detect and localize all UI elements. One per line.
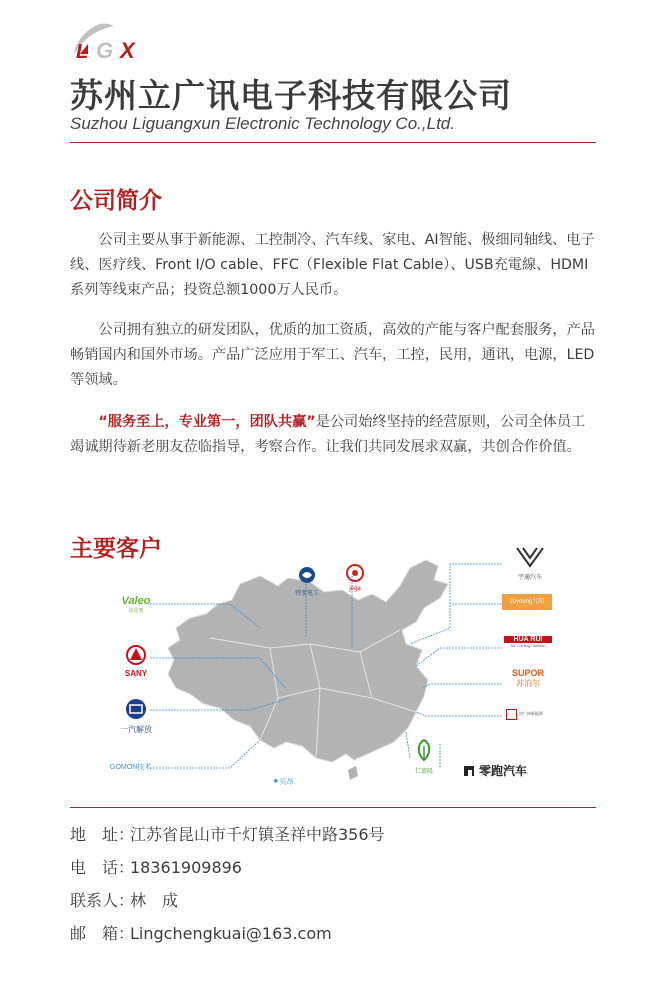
intro-paragraph-3 bbox=[70, 410, 596, 460]
intro-paragraph-1: 公司主要从事于新能源、工控制冷、汽车线、家电、AI智能、极细同轴线、电子线、医疗线、Front I/O cable、FFC（Flexible Flat Cable）、USB充電線、HDMI系列等线束产品；投资总额1000万人民币。 bbox=[70, 232, 595, 298]
phone-label: 电 话： bbox=[70, 858, 135, 877]
yutong-icon bbox=[515, 546, 545, 568]
tbea-icon bbox=[298, 566, 316, 584]
valeo-logo-text: Valeo bbox=[121, 595, 151, 607]
svg-text:G: G bbox=[96, 38, 114, 62]
company-logo bbox=[70, 18, 160, 62]
header-divider bbox=[70, 142, 596, 143]
faw-logo-text: 一汽解放 bbox=[120, 725, 152, 734]
leapmotor-logo-text: 零跑汽车 bbox=[479, 764, 528, 778]
jega-icon bbox=[346, 564, 364, 582]
intro-title: 公司简介 bbox=[70, 188, 162, 214]
tbea-logo bbox=[290, 566, 324, 597]
person-value: 林 成 bbox=[130, 891, 179, 910]
customer-map bbox=[110, 548, 560, 798]
supor-logo-text: SUPOR bbox=[511, 668, 544, 678]
jega-logo-text: jega bbox=[349, 586, 361, 592]
intro-paragraph-3-text: 是公司始终坚持的经营原则，公司全体员工竭诚期待新老朋友莅临指导，考察合作。让我们共同发展求双赢，共创合作价值。 bbox=[70, 414, 586, 455]
xinjie-logo-text: 中广核新能源 bbox=[519, 711, 543, 716]
email-label: 邮 箱： bbox=[70, 924, 135, 943]
contact-person bbox=[70, 888, 178, 911]
person-label: 联系人： bbox=[70, 891, 135, 910]
gomon-logo: GOMON技术 bbox=[110, 764, 152, 771]
company-name-en: Suzhou Liguangxun Electronic Technology Co.,Ltd. bbox=[70, 114, 455, 133]
company-name-cn: 苏州立广讯电子科技有限公司 bbox=[70, 76, 512, 115]
valeo-logo-sub: 法雷奥 bbox=[128, 608, 144, 614]
joyoung-logo: Joyoung九阳 bbox=[502, 594, 552, 610]
company-motto: “服务至上，专业第一，团队共赢” bbox=[98, 414, 316, 430]
huarui-logo bbox=[504, 636, 552, 648]
sany-logo bbox=[118, 645, 154, 678]
faw-logo bbox=[116, 698, 156, 735]
sany-logo-text: SANY bbox=[124, 669, 148, 678]
svg-text:X: X bbox=[120, 38, 135, 62]
address-value: 江苏省昆山市千灯镇圣祥中路356号 bbox=[130, 825, 385, 844]
address-label: 地 址： bbox=[70, 825, 135, 844]
xinjie-icon bbox=[506, 709, 517, 720]
intro-paragraph-2: 公司拥有独立的研发团队，优质的加工资质，高效的产能与客户配套服务，产品畅销国内和国外市场。产品广泛应用于军工、汽车，工控，民用，通讯，电源，LED等领域。 bbox=[70, 322, 595, 388]
yutong-logo-text: 宇通汽车 bbox=[517, 574, 542, 581]
faw-icon bbox=[125, 698, 147, 720]
svg-text:L: L bbox=[76, 41, 89, 62]
leapmotor-icon bbox=[462, 764, 476, 778]
jega-logo bbox=[340, 564, 370, 592]
supor-logo bbox=[504, 668, 552, 689]
huarui-logo-sub: Air Cooling Solution bbox=[510, 643, 546, 648]
leapmotor-logo bbox=[462, 762, 527, 779]
phone-value: 18361909896 bbox=[130, 858, 242, 877]
huarui-logo-text: HUA RUI bbox=[504, 636, 552, 643]
email-value: Lingchengkuai@163.com bbox=[130, 924, 332, 943]
contact-phone bbox=[70, 855, 242, 878]
valeo-logo bbox=[116, 595, 156, 614]
beian-logo-text: 贝昂 bbox=[279, 778, 294, 786]
tbea-logo-text: 特变电工 bbox=[294, 590, 319, 597]
beian-icon: ✦ bbox=[272, 777, 280, 787]
beian-logo bbox=[272, 769, 294, 788]
sany-icon bbox=[125, 645, 147, 665]
supor-logo-cn: 苏泊尔 bbox=[516, 679, 540, 688]
footer-divider bbox=[70, 807, 596, 808]
contact-email bbox=[70, 921, 332, 944]
renwan-logo bbox=[406, 738, 442, 775]
xinjie-logo bbox=[506, 708, 552, 720]
customers-title: 主要客户 bbox=[70, 536, 162, 562]
renwan-icon bbox=[413, 738, 435, 762]
renwan-logo-text: 仁寰隆 bbox=[414, 768, 433, 775]
contact-address bbox=[70, 822, 385, 845]
yutong-logo bbox=[505, 546, 555, 581]
